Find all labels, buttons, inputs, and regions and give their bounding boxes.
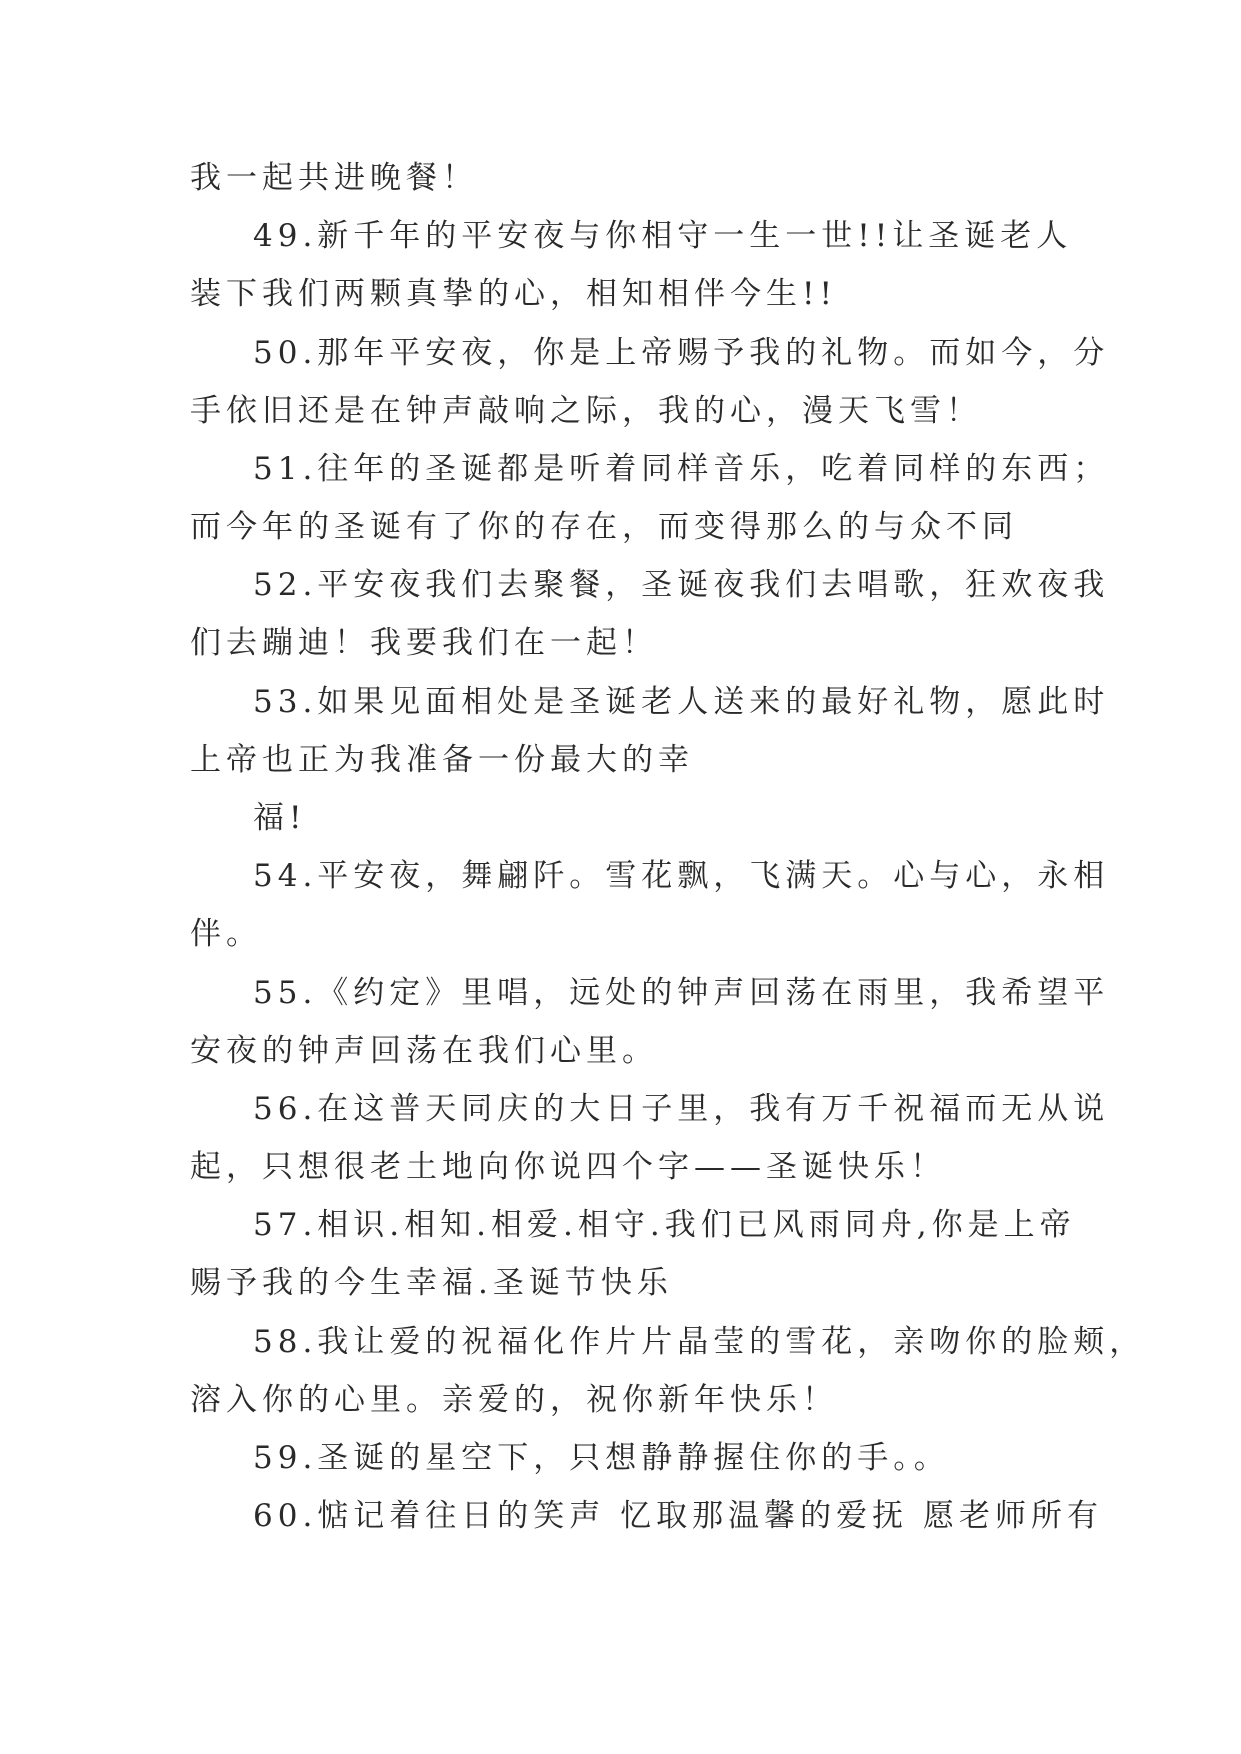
text-line: 我一起共进晚餐！ [190,160,478,196]
text-line: 59.圣诞的星空下，只想静静握住你的手。。 [253,1440,950,1476]
text-line: 而今年的圣诞有了你的存在，而变得那么的与众不同 [190,509,1018,545]
text-line: 福! [253,800,307,836]
text-line: 49.新千年的平安夜与你相守一生一世!!让圣诞老人 [253,218,1073,254]
text-line: 52.平安夜我们去聚餐，圣诞夜我们去唱歌，狂欢夜我 [253,567,1110,603]
text-line: 装下我们两颗真挚的心，相知相伴今生!! [190,276,837,312]
text-line: 上帝也正为我准备一份最大的幸 [190,742,694,778]
text-line: 赐予我的今生幸福.圣诞节快乐 [190,1265,673,1301]
text-line: 50.那年平安夜，你是上帝赐予我的礼物。而如今，分 [253,335,1110,371]
text-line: 57.相识.相知.相爱.相守.我们已风雨同舟,你是上帝 [253,1207,1076,1243]
text-line: 60.惦记着往日的笑声 忆取那温馨的爱抚 愿老师所有 [253,1498,1104,1534]
text-line: 55.《约定》里唱，远处的钟声回荡在雨里，我希望平 [253,975,1110,1011]
text-line: 54.平安夜，舞翩阡。雪花飘，飞满天。心与心，永相 [253,858,1110,894]
text-line: 56.在这普天同庆的大日子里，我有万千祝福而无从说 [253,1091,1110,1127]
text-line: 58.我让爱的祝福化作片片晶莹的雪花，亲吻你的脸颊， [253,1324,1146,1360]
text-line: 手依旧还是在钟声敲响之际，我的心，漫天飞雪！ [190,393,982,429]
text-line: 53.如果见面相处是圣诞老人送来的最好礼物，愿此时 [253,684,1110,720]
text-line: 51.往年的圣诞都是听着同样音乐，吃着同样的东西； [253,451,1110,487]
text-line: 起，只想很老土地向你说四个字——圣诞快乐！ [190,1149,946,1185]
text-line: 安夜的钟声回荡在我们心里。 [190,1033,658,1069]
text-line: 伴。 [190,916,262,952]
text-line: 溶入你的心里。亲爱的，祝你新年快乐！ [190,1382,838,1418]
text-line: 们去蹦迪！我要我们在一起！ [190,625,658,661]
